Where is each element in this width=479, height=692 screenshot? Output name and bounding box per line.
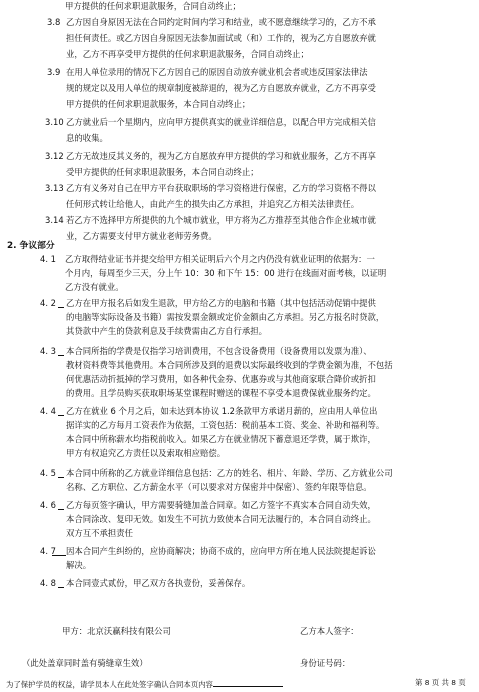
clause-line: 甲方提供的任何求职退款服务，本合同自动终止； [66,99,251,109]
clause-number: 4. 6 [40,500,56,510]
clause-line: 乙方就业后一个星期内，应向甲方提供真实的就业详细信息，以配合甲方完成相关信 [66,117,376,127]
section-title: 2. 争议部分 [7,241,55,251]
clause-line: 本合同中所称的乙方就业详细信息包括：乙方的姓名、相片、年龄、学历、乙方就业公司 [66,468,393,478]
clause-line: 本合同涂改、复印无效。如发生不可抗力致使本合同无法履行的，本合同自动终止。 [66,514,376,524]
clause-line: 任何形式转让给他人，由此产生的损失由乙方承担，并追究乙方相关法律责任。 [66,199,360,209]
clause-line: 乙方没有就业。 [65,282,124,292]
clause-number: 4. 5 [40,468,56,478]
clause-number: 4. 2 [40,298,56,308]
party-a-label: 甲方：北京沃赢科技有限公司 [62,626,171,636]
clause-line: 何优惠活动折抵掉的学习费用，如各种代金券、优惠券或与其他商家联合降价或折扣 [66,374,376,384]
clause-line: 业，乙方需要支付甲方就业老师劳务费。 [66,231,217,241]
party-b-signature-label: 乙方本人签字： [300,626,359,636]
clause-number: 3.9 [47,67,61,77]
clause-number: 4. 3 [40,346,56,356]
clause-number: 3.8 [47,17,61,27]
clause-line: 甲方提供的任何求职退款服务，合同自动终止； [65,1,241,11]
clause-line: 乙方有义务对自己在甲方平台获取职场的学习资格进行保密，乙方的学习资格不得以 [66,183,376,193]
clause-line: 业，乙方不再享受甲方提供的任何求职退款服务，合同自动终止； [66,49,309,59]
clause-line: 个月内，每周至少三天，分上午 10：30 和下午 15：00 进行在线面对面考核，以证明 [65,268,387,278]
clause-line: 的电脑等实际设备及书籍）需按发票金额或定价金额由乙方承担。另乙方报名时贷款， [66,312,385,322]
clause-number: 3.10 [45,117,64,127]
clause-number: 3.13 [45,183,64,193]
clause-line: 的费用。且学员购买获取职场某堂课程时赠送的课程不享受本退费保就业服务约定。 [66,388,376,398]
clause-number: 4. 4 [40,406,56,416]
clause-line: 乙方无故违反其义务的，视为乙方自愿放弃甲方提供的学习和就业服务，乙方不再享 [66,151,376,161]
clause-line: 本合同中所称薪水均指税前收入。如果乙方在就业情况下蓄意退还学费，属于欺诈， [66,434,376,444]
clause-line: 本合同壹式贰份，甲乙双方各执壹份，妥善保存。 [66,578,251,588]
clause-number: 3.12 [45,151,64,161]
clause-line: 乙方在就业 6 个月之后，如未达到本协议 1.2条款甲方承诺月薪的，应由用人单位出 [66,406,378,416]
clause-line: 规的规定以及用人单位的规章制度被辞退的，视为乙方自愿放弃就业，乙方不再享受 [66,83,376,93]
clause-line: 其贷款中产生的贷款利息及手续费需由乙方自行承担。 [66,326,267,336]
clause-number: 4. 8 [40,578,56,588]
clause-line: 教材资料费等其他费用。本合同所涉及到的退费以实际最终收到的学费金额为准，不包括 [66,360,393,370]
clause-line: 据详实的乙方每月工资表作为依据，工资包括：税前基本工资、奖金、补助和福利等。 [66,420,385,430]
clause-line: 若乙方不选择甲方所提供的九个城市就业，甲方将为乙方推荐至其他合作企业城市就 [66,215,376,225]
clause-line: 在用人单位录用的情况下乙方因自己的原因自动放弃就业机会者或违反国家法律法 [66,67,368,77]
seal-note: （此处盖章同时盖有骑缝章生效） [22,658,148,668]
clause-line: 乙方在甲方报名后如发生退款，甲方给乙方的电脑和书籍（其中包括活动促销中提供 [66,298,376,308]
id-number-label: 身份证号码： [300,658,351,668]
clause-number: 4. 7 [40,546,56,556]
page-number: 第 8 页 共 8 页 [415,678,466,687]
clause-line: 名称、乙方职位、乙方薪金水平（可以要求对方保密并中保密）、签约年限等信息。 [66,482,372,492]
footer-note: 为了保护学员的权益，请学员本人在此处签字确认合同本页内容 [6,678,283,690]
clause-line: 本合同所指的学费是仅指学习培训费用，不包含设备费用（设备费用以发票为准）、 [66,346,372,356]
clause-number: 3.14 [45,215,64,225]
clause-line: 乙方因自身原因无法在合同约定时间内学习和结业，或不愿意继续学习的，乙方不承 [66,17,376,27]
clause-line: 解决。 [66,560,92,570]
clause-number: 4. 1 [40,254,56,264]
clause-line: 因本合同产生纠纷的，应协商解决；协商不成的，应向甲方所在地人民法院提起诉讼 [66,546,376,556]
clause-line: 乙方取得结业证书并提交给甲方相关证明后六个月之内仍没有就业证明的依据为：一 [65,254,375,264]
clause-line: 双方互不承担责任 [66,528,133,538]
clause-line: 受甲方提供的任何求职退款服务，本合同自动终止； [66,167,259,177]
clause-line: 息的收集。 [66,133,108,143]
clause-line: 担任何责任。或乙方因自身原因无法参加面试或（和）工作的，视为乙方自愿放弃就 [66,33,376,43]
clause-line: 乙方每页签字确认，甲方需要骑缝加盖合同章。如乙方签字不真实本合同自动失效， [66,500,376,510]
clause-line: 甲方有权追究乙方责任以及索取相应赔偿。 [66,448,226,458]
